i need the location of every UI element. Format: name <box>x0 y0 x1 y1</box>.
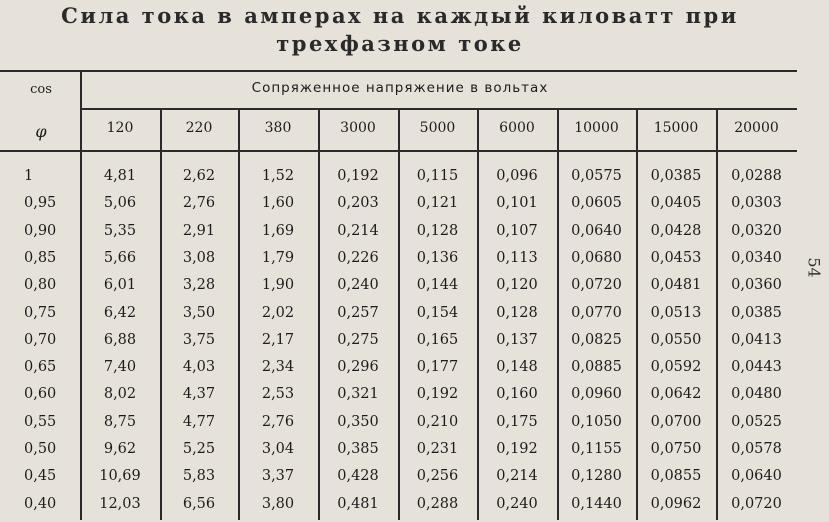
cos-value: 0,55 <box>24 413 57 430</box>
table-cell: 0,0320 <box>731 222 782 239</box>
table-cell: 0,0405 <box>650 195 702 212</box>
table-cell: 0,096 <box>496 168 538 184</box>
table-top-rule <box>0 70 797 72</box>
table-cell: 0,256 <box>416 468 459 485</box>
table-cell: 4,81 <box>103 168 137 184</box>
table-cell: 6,56 <box>182 495 216 512</box>
table-cell: 0,0720 <box>571 277 622 294</box>
table-cell: 9,62 <box>103 441 137 457</box>
title-line-1: Сила тока в амперах на каждый киловатт при <box>61 3 739 28</box>
table-cell: 0,0885 <box>571 359 622 376</box>
table-cell: 0,107 <box>496 222 538 239</box>
table-cell: 0,0825 <box>571 331 622 348</box>
table-cell: 0,0550 <box>650 331 702 348</box>
table-cell: 12,03 <box>99 495 141 512</box>
cos-value: 0,45 <box>24 468 57 485</box>
table-cell: 5,83 <box>182 468 216 485</box>
table-cell: 1,60 <box>261 195 295 212</box>
table-cell: 0,175 <box>496 413 538 430</box>
table-cell: 0,136 <box>416 249 459 266</box>
cos-value: 0,80 <box>24 277 57 294</box>
cos-value: 0,90 <box>24 222 57 239</box>
table-cell: 4,37 <box>182 386 216 403</box>
table-cell: 0,0592 <box>650 359 702 376</box>
table-cell: 2,91 <box>182 222 216 239</box>
table-cell: 0,1155 <box>571 441 622 457</box>
table-cell: 0,0575 <box>571 168 622 184</box>
table-cell: 0,113 <box>496 249 538 266</box>
table-cell: 0,128 <box>416 222 459 239</box>
table-cell: 0,148 <box>496 359 538 376</box>
table-cell: 1,90 <box>261 277 295 294</box>
table-cell: 1,79 <box>261 249 295 266</box>
table-cell: 0,154 <box>416 304 459 321</box>
voltage-header-3000: 3000 <box>340 120 376 136</box>
table-cell: 0,481 <box>337 495 379 512</box>
cos-value: 1 <box>24 168 34 184</box>
table-cell: 5,06 <box>103 195 137 212</box>
table-cell: 0,0453 <box>650 249 702 266</box>
cos-value: 0,70 <box>24 331 57 348</box>
table-cell: 0,385 <box>337 441 379 457</box>
table-cell: 0,192 <box>416 386 459 403</box>
voltage-header-220: 220 <box>185 120 213 136</box>
table-cell: 0,1440 <box>571 495 622 512</box>
table-cell: 0,0288 <box>731 168 782 184</box>
voltage-header-15000: 15000 <box>653 120 699 136</box>
table-cell: 0,0578 <box>731 441 782 457</box>
table-cell: 0,428 <box>337 468 379 485</box>
table-cell: 0,0480 <box>731 386 782 403</box>
table-cell: 5,25 <box>182 441 216 457</box>
table-cell: 2,02 <box>261 304 295 321</box>
table-cell: 6,42 <box>103 304 137 321</box>
table-cell: 0,177 <box>416 359 459 376</box>
table-cell: 0,321 <box>337 386 379 403</box>
table-cell: 0,0720 <box>731 495 782 512</box>
table-cell: 0,0642 <box>650 386 702 403</box>
table-cell: 0,0303 <box>731 195 782 212</box>
table-cell: 0,121 <box>416 195 459 212</box>
cos-value: 0,85 <box>24 249 57 266</box>
cos-value: 0,60 <box>24 386 57 403</box>
table-cell: 0,257 <box>337 304 379 321</box>
table-cell: 0,0640 <box>731 468 782 485</box>
table-cell: 10,69 <box>99 468 141 485</box>
table-cell: 3,04 <box>261 441 295 457</box>
title-line-2: трехфазном токе <box>276 31 524 56</box>
table-cell: 0,350 <box>337 413 379 430</box>
table-cell: 0,192 <box>496 441 538 457</box>
table-cell: 5,35 <box>103 222 137 239</box>
table-cell: 0,115 <box>416 168 459 184</box>
table-cell: 3,08 <box>182 249 216 266</box>
table-cell: 4,03 <box>182 359 216 376</box>
table-cell: 0,144 <box>416 277 459 294</box>
table-cell: 0,0443 <box>731 359 782 376</box>
table-cell: 0,0680 <box>571 249 622 266</box>
table-cell: 0,240 <box>337 277 379 294</box>
table-cell: 4,77 <box>182 413 216 430</box>
table-title <box>0 2 800 58</box>
table-cell: 0,101 <box>496 195 538 212</box>
table-cell: 0,226 <box>337 249 379 266</box>
table-cell: 0,160 <box>496 386 538 403</box>
table-cell: 3,80 <box>261 495 295 512</box>
voltage-header-120: 120 <box>106 120 134 136</box>
page-number: 54 <box>804 257 824 278</box>
table-cell: 0,0385 <box>650 168 702 184</box>
table-cell: 0,0750 <box>650 441 702 457</box>
table-cell: 6,88 <box>103 331 137 348</box>
table-cell: 0,296 <box>337 359 379 376</box>
table-cell: 0,0855 <box>650 468 702 485</box>
table-cell: 0,0481 <box>650 277 702 294</box>
voltage-header-20000: 20000 <box>734 120 779 136</box>
table-cell: 0,137 <box>496 331 538 348</box>
voltage-span-header: Сопряженное напряжение в вольтах <box>251 80 549 96</box>
phi-header: φ <box>35 122 47 141</box>
table-cell: 0,0962 <box>650 495 702 512</box>
table-cell: 0,0360 <box>731 277 782 294</box>
table-cell: 0,1050 <box>571 413 622 430</box>
table-cell: 0,0700 <box>650 413 702 430</box>
table-cell: 0,0340 <box>731 249 782 266</box>
cos-value: 0,65 <box>24 359 57 376</box>
table-cell: 2,17 <box>261 331 295 348</box>
table-cell: 0,120 <box>496 277 538 294</box>
voltage-header-6000: 6000 <box>499 120 535 136</box>
voltage-header-380: 380 <box>264 120 292 136</box>
table-cell: 0,165 <box>416 331 459 348</box>
table-cell: 0,231 <box>416 441 459 457</box>
table-cell: 2,76 <box>182 195 216 212</box>
header-sub-rule <box>80 108 797 110</box>
table-cell: 0,0428 <box>650 222 702 239</box>
table-cell: 0,0960 <box>571 386 622 403</box>
cos-value: 0,95 <box>24 195 57 212</box>
cos-value: 0,50 <box>24 441 57 457</box>
table-cell: 8,75 <box>103 413 137 430</box>
table-cell: 0,1280 <box>571 468 622 485</box>
table-cell: 0,288 <box>416 495 459 512</box>
table-cell: 0,0605 <box>571 195 622 212</box>
table-cell: 2,53 <box>261 386 295 403</box>
table-cell: 8,02 <box>103 386 137 403</box>
table-cell: 0,0385 <box>731 304 782 321</box>
table-cell: 0,192 <box>337 168 379 184</box>
table-cell: 0,203 <box>337 195 379 212</box>
table-cell: 0,128 <box>496 304 538 321</box>
table-cell: 0,240 <box>496 495 538 512</box>
table-cell: 0,210 <box>416 413 459 430</box>
table-cell: 3,50 <box>182 304 216 321</box>
cos-value: 0,75 <box>24 304 57 321</box>
table-cell: 0,0640 <box>571 222 622 239</box>
table-cell: 1,69 <box>261 222 295 239</box>
table-cell: 0,214 <box>496 468 538 485</box>
table-cell: 3,37 <box>261 468 295 485</box>
table-cell: 0,275 <box>337 331 379 348</box>
table-cell: 2,34 <box>261 359 295 376</box>
table-cell: 0,0525 <box>731 413 782 430</box>
table-cell: 0,0770 <box>571 304 622 321</box>
table-cell: 6,01 <box>103 277 137 294</box>
table-cell: 3,75 <box>182 331 216 348</box>
table-cell: 3,28 <box>182 277 216 294</box>
table-cell: 0,214 <box>337 222 379 239</box>
table-cell: 1,52 <box>261 168 295 184</box>
table-cell: 2,76 <box>261 413 295 430</box>
table-cell: 5,66 <box>103 249 137 266</box>
voltage-header-5000: 5000 <box>419 120 456 136</box>
table-cell: 7,40 <box>103 359 137 376</box>
voltage-header-10000: 10000 <box>574 120 619 136</box>
cos-header: cos <box>30 82 52 97</box>
cos-value: 0,40 <box>24 495 57 512</box>
table-cell: 0,0413 <box>731 331 782 348</box>
table-cell: 0,0513 <box>650 304 702 321</box>
table-cell: 2,62 <box>182 168 216 184</box>
